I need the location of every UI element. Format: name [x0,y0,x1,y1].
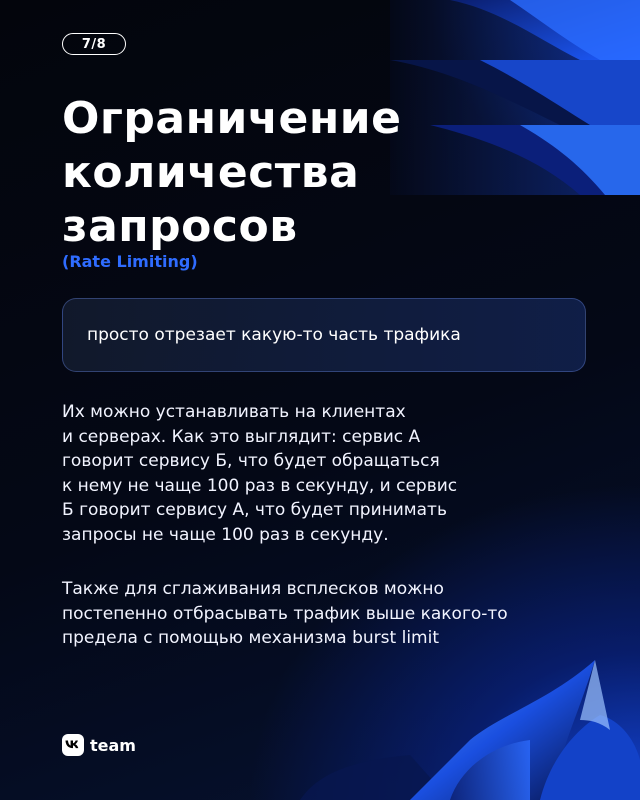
title-line: запросов [62,201,298,252]
slide-counter-badge: 7/8 [62,33,126,55]
decorative-wave-shapes [390,0,640,195]
decorative-3d-cone-shapes [300,660,640,800]
paragraph-line: предела с помощью механизма burst limit [62,628,439,648]
paragraph-line: и серверах. Как это выглядит: сервис А [62,426,421,447]
body-paragraph-1 [62,400,582,547]
title-line: количества [62,147,360,198]
brand-logo [62,734,136,756]
paragraph-line: к нему не чаще 100 раз в секунду, и сервис [62,475,458,496]
vk-logo-icon [62,734,84,756]
paragraph-line: запросы не чаще 100 раз в секунду. [62,524,389,545]
body-paragraph-2 [62,577,582,651]
paragraph-line: говорит сервису Б, что будет обращаться [62,451,440,471]
slide-subtitle: (Rate Limiting) [62,252,198,271]
paragraph-line: Б говорит сервису А, что будет принимать [62,500,447,520]
brand-text: team [90,735,136,755]
paragraph-line: постепенно отбрасывать трафик выше какого-то [62,603,508,624]
callout-text: просто отрезает какую-то часть трафика [87,325,461,345]
paragraph-line: Также для сглаживания всплесков можно [62,579,444,599]
title-line: Ограничение [62,93,402,144]
callout-box [62,298,586,372]
slide-title [62,92,401,254]
paragraph-line: Их можно устанавливать на клиентах [62,402,406,422]
